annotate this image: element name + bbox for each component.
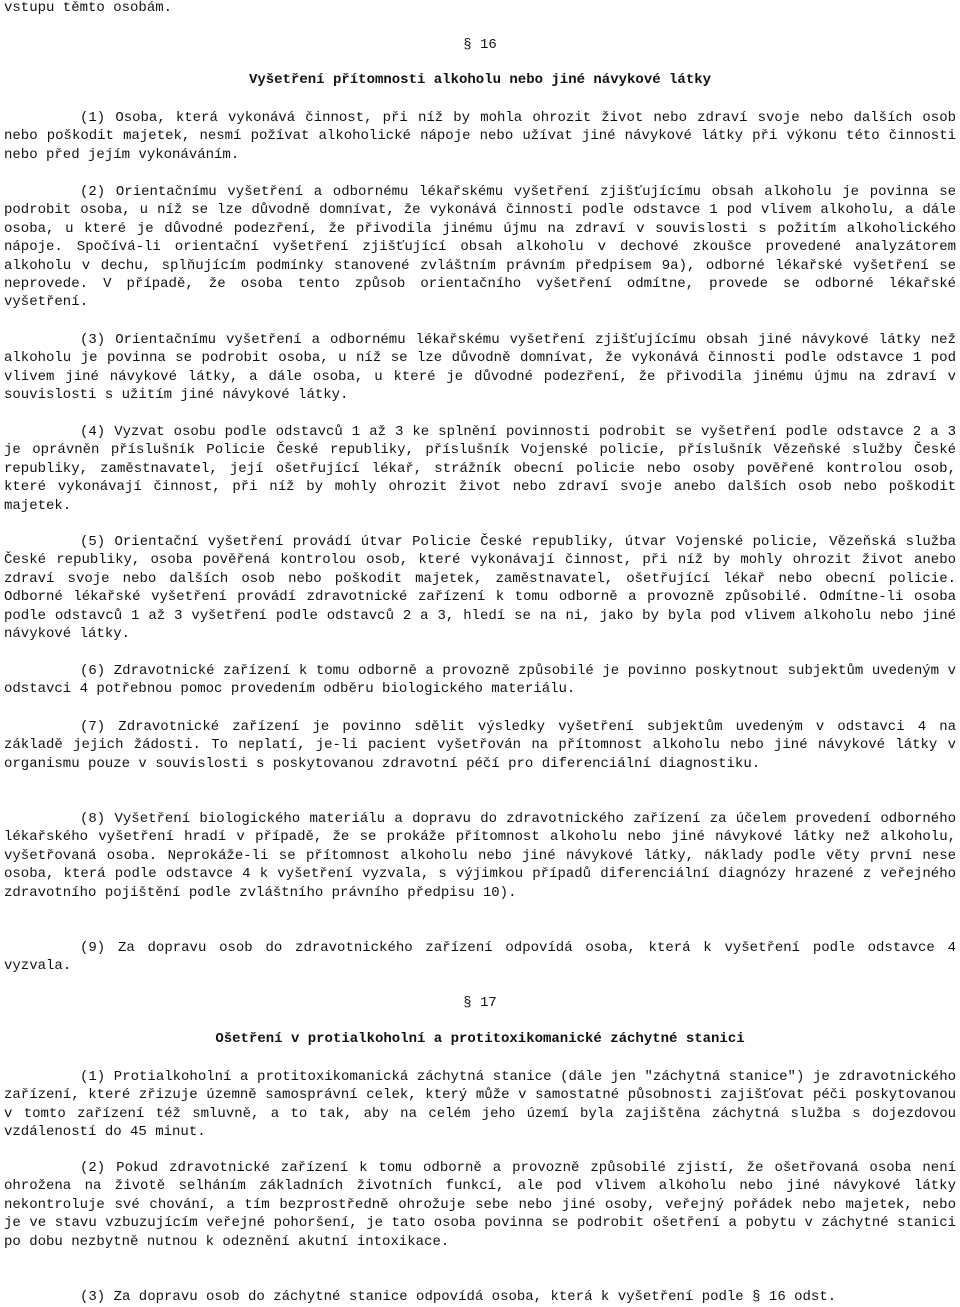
paragraph-16-9: (9) Za dopravu osob do zdravotnického zařízení odpovídá osoba, která k vyšetření podle odstavce 4 vyzvala.: [4, 940, 956, 975]
paragraph-16-7: (7) Zdravotnické zařízení je povinno sdělit výsledky vyšetření subjektům uvedeným v odstavci 4 na základě jejich žádosti. To neplatí, je-li pacient vyšetřován na přítomnost alkoholu nebo jiné návykové látky v organismu pouze v souvislosti s poskytovanou zdravotní péčí pro diferenciální diagnostiku.: [4, 719, 956, 772]
paragraph-17-2: (2) Pokud zdravotnické zařízení k tomu odborně a provozně způsobilé zjistí, že ošetřovaná osoba není ohrožena na životě selháním základních životních funkcí, ale pod vlivem alkoholu nebo jiné návykové látky nekontroluje své chování, a tím bezprostředně ohrožuje sebe nebo jiné osoby, veřejný pořádek nebo majetek, nebo je ve stavu vzbuzujícím veřejné pohoršení, je tato osoba povinna se podrobit ošetření a pobytu v záchytné stanici po dobu nezbytně nutnou k odeznění akutní intoxikace.: [4, 1160, 956, 1250]
paragraph-16-2: (2) Orientačnímu vyšetření a odbornému lékařskému vyšetření zjišťujícímu obsah alkoholu je povinna se podrobit osoba, u níž se lze důvodně domnívat, že vykonává činnosti podle odstavce 1 pod vlivem alkoholu, a dále osoba, u které je důvodné podezření, že přivodila jinému újmu na zdraví v souvislosti s požitím alkoholického nápoje. Spočívá-li orientační vyšetření zjišťující obsah alkoholu v dechové zkoušce provedené analyzátorem alkoholu v dechu, splňujícím podmínky stanovené zvláštním právním předpisem 9a), odborné lékařské vyšetření se neprovede. V případě, že osoba tento způsob orientačního vyšetření odmítne, provede se odborné lékařské vyšetření.: [4, 184, 956, 311]
paragraph-16-6: (6) Zdravotnické zařízení k tomu odborně a provozně způsobilé je povinno poskytnout subjektům uvedeným v odstavci 4 potřebnou pomoc provedením odběru biologického materiálu.: [4, 663, 956, 698]
paragraph-16-3: (3) Orientačnímu vyšetření a odbornému lékařskému vyšetření zjišťujícímu obsah jiné návykové látky než alkoholu je povinna se podrobit osoba, u níž se lze důvodně domnívat, že vykonává činnosti podle odstavce 1 pod vlivem jiné návykové látky, a dále osoba, u které je důvodné podezření, že přivodila jinému újmu na zdraví v souvislosti s užitím jiné návykové látky.: [4, 332, 956, 404]
paragraph-16-1: (1) Osoba, která vykonává činnost, při níž by mohla ohrozit život nebo zdraví svoje nebo dalších osob nebo poškodit majetek, nesmí požívat alkoholické nápoje nebo užívat jiné návykové látky při výkonu této činnosti nebo před jejím vykonáváním.: [4, 110, 956, 163]
section-title-16: Vyšetření přítomnosti alkoholu nebo jiné návykové látky: [248, 72, 712, 88]
continuation-text: vstupu těmto osobám.: [4, 0, 173, 16]
section-mark-16: § 16: [463, 37, 497, 53]
paragraph-16-5: (5) Orientační vyšetření provádí útvar Policie České republiky, útvar Vojenské policie, Vězeňská služba České republiky, osoba pověřená kontrolou osob, které vykonávají činnost, při níž by mohly ohrozit život anebo zdraví svoje nebo dalších osob nebo poškodit majetek, zaměstnavatel, ošetřující lékař nebo obecní policie. Odborné lékařské vyšetření provádí zdravotnické zařízení k tomu odborně a provozně způsobilé. Odmítne-li osoba podle odstavců 1 až 3 vyšetření podle odstavců 2 a 3, hledí se na ni, jako by byla pod vlivem alkoholu nebo jiné návykové látky.: [4, 534, 956, 643]
paragraph-17-3: (3) Za dopravu osob do záchytné stanice odpovídá osoba, která k vyšetření podle § 16 odst.: [80, 1289, 837, 1305]
paragraph-16-8: (8) Vyšetření biologického materiálu a dopravu do zdravotnického zařízení za účelem provedení odborného lékařského vyšetření hradí v případě, že se prokáže přítomnost alkoholu nebo jiné návykové látky než alkoholu, vyšetřovaná osoba. Neprokáže-li se přítomnost alkoholu nebo jiné návykové látky, náklady podle věty první nese osoba, která podle odstavce 4 k vyšetření vyzvala, s výjimkou případů diferenciální diagnózy hrazené z veřejného zdravotního pojištění podle zvláštního právního předpisu 10).: [4, 811, 956, 901]
paragraph-16-4: (4) Vyzvat osobu podle odstavců 1 až 3 ke splnění povinnosti podrobit se vyšetření podle odstavce 2 a 3 je oprávněn příslušník Policie České republiky, příslušník Vojenské policie, příslušník Vězeňské služby České republiky, zaměstnavatel, její ošetřující lékař, strážník obecní policie nebo osoby pověřené kontrolou osob, které vykonávají činnost, při níž by mohly ohrozit život nebo zdraví svoje anebo dalších osob nebo poškodit majetek.: [4, 424, 956, 514]
paragraph-17-1: (1) Protialkoholní a protitoxikomanická záchytná stanice (dále jen "záchytná stanice") je zdravotnického zařízení, které zřizuje územně samosprávní celek, který může v samostatné působnosti zajišťovat péči poskytovanou v tomto zařízení též smluvně, a to tak, aby na celém jeho území byla zajištěna záchytná služba s dojezdovou vzdáleností do 45 minut.: [4, 1069, 956, 1141]
section-title-17: Ošetření v protialkoholní a protitoxikomanické záchytné stanici: [215, 1031, 745, 1047]
section-mark-17: § 17: [463, 995, 497, 1011]
